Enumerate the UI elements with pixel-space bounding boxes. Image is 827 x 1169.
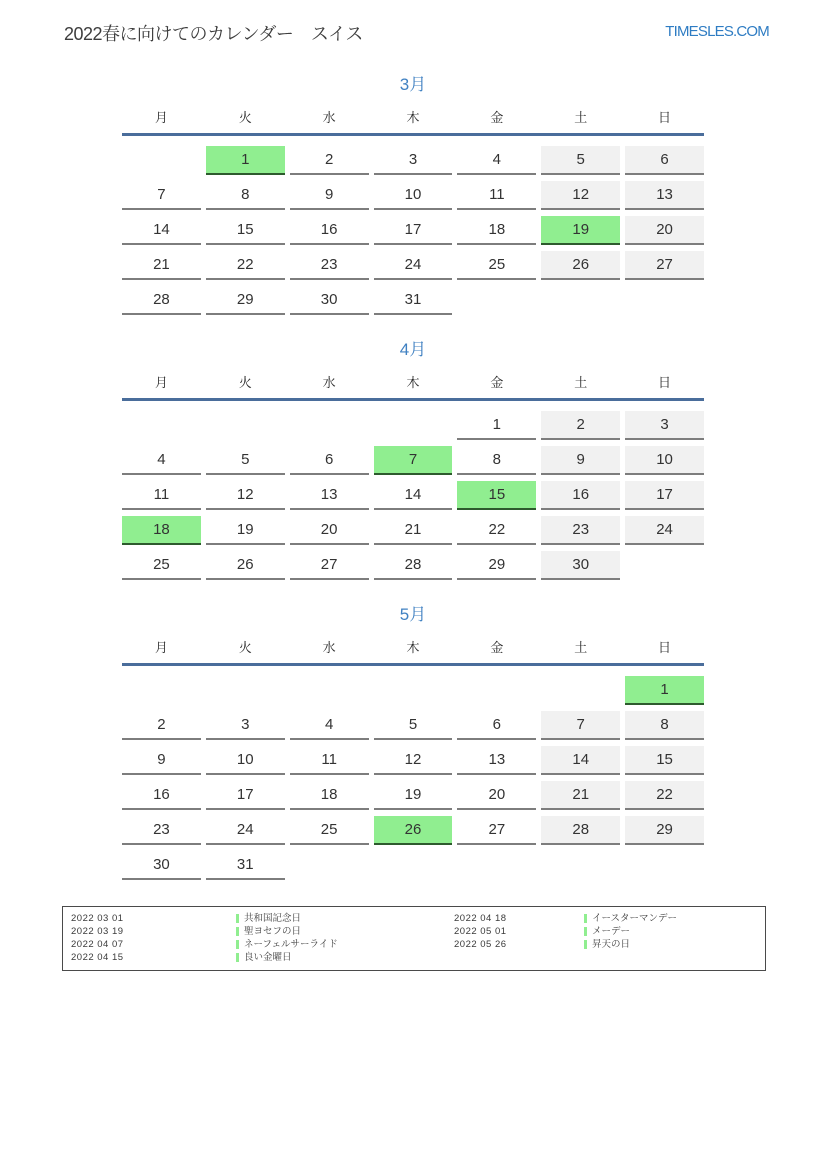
day-cell: 9 <box>290 181 369 210</box>
legend-date: 2022 05 26 <box>454 939 507 950</box>
legend-name-wrap <box>584 912 677 925</box>
day-cell: 30 <box>122 851 201 880</box>
day-cell: 25 <box>290 816 369 845</box>
day-cell: 19 <box>206 516 285 545</box>
legend-name-wrap <box>236 912 301 925</box>
day-cell: 6 <box>457 711 536 740</box>
day-cell: 25 <box>457 251 536 280</box>
weekday-label: 金 <box>490 375 504 390</box>
day-cell-holiday: 7 <box>374 446 453 475</box>
weekday-label: 土 <box>574 375 588 390</box>
holiday-marker-icon <box>584 927 587 936</box>
day-cell: 26 <box>541 251 620 280</box>
day-cell: 16 <box>122 781 201 810</box>
day-cell: 16 <box>290 216 369 245</box>
day-cell: 19 <box>374 781 453 810</box>
day-cell: 27 <box>290 551 369 580</box>
day-cell: 22 <box>457 516 536 545</box>
weekday-label: 水 <box>322 110 336 125</box>
day-cell: 31 <box>206 851 285 880</box>
legend-column-left <box>71 912 454 964</box>
legend-name-wrap <box>584 925 630 938</box>
weekday-label: 火 <box>238 375 252 390</box>
day-cell: 29 <box>206 286 285 315</box>
holiday-marker-icon <box>236 940 239 949</box>
day-cell-empty <box>122 411 201 438</box>
day-cell: 20 <box>290 516 369 545</box>
day-cell: 16 <box>541 481 620 510</box>
day-cell-empty <box>457 851 536 878</box>
holiday-marker-icon <box>236 914 239 923</box>
month-title: 5月 <box>399 605 427 624</box>
day-cell-empty <box>541 676 620 703</box>
legend-date: 2022 03 19 <box>71 926 124 937</box>
day-cell-empty <box>122 676 201 703</box>
legend-holiday-name: 共和国記念日 <box>244 913 302 924</box>
holiday-marker-icon <box>584 940 587 949</box>
day-cell: 28 <box>122 286 201 315</box>
day-cell: 17 <box>374 216 453 245</box>
day-cell: 24 <box>374 251 453 280</box>
day-cell: 12 <box>541 181 620 210</box>
legend-row <box>71 912 454 925</box>
month-section <box>122 335 704 580</box>
day-cell: 27 <box>457 816 536 845</box>
day-cell: 8 <box>457 446 536 475</box>
day-cell: 17 <box>206 781 285 810</box>
day-cell: 22 <box>625 781 704 810</box>
day-cell: 9 <box>541 446 620 475</box>
day-cell-empty <box>541 286 620 313</box>
day-cell: 11 <box>290 746 369 775</box>
day-cell: 24 <box>206 816 285 845</box>
day-cell-empty <box>206 411 285 438</box>
day-cell-holiday: 1 <box>625 676 704 705</box>
legend-holiday-name: メーデー <box>592 926 631 937</box>
weekday-label: 日 <box>658 375 672 390</box>
day-cell: 12 <box>374 746 453 775</box>
day-cell: 4 <box>290 711 369 740</box>
day-cell: 3 <box>206 711 285 740</box>
day-cell: 10 <box>206 746 285 775</box>
day-cell: 14 <box>374 481 453 510</box>
day-cell: 13 <box>457 746 536 775</box>
legend-date: 2022 05 01 <box>454 926 507 937</box>
month-title: 3月 <box>399 75 427 94</box>
weekday-label: 木 <box>406 375 420 390</box>
day-cell: 5 <box>541 146 620 175</box>
day-cell: 26 <box>206 551 285 580</box>
legend-row <box>71 951 454 964</box>
day-cell-empty <box>374 411 453 438</box>
day-cell: 1 <box>457 411 536 440</box>
day-cell: 9 <box>122 746 201 775</box>
legend-row <box>454 938 757 951</box>
weekday-label: 火 <box>238 640 252 655</box>
holiday-legend <box>62 906 766 971</box>
day-cell: 28 <box>541 816 620 845</box>
weekday-label: 金 <box>490 110 504 125</box>
day-cell: 23 <box>290 251 369 280</box>
day-cell: 15 <box>625 746 704 775</box>
day-cell: 2 <box>290 146 369 175</box>
day-cell-empty <box>290 676 369 703</box>
day-cell-empty <box>374 851 453 878</box>
day-cell: 3 <box>625 411 704 440</box>
day-cell-holiday: 26 <box>374 816 453 845</box>
weekday-label: 木 <box>406 640 420 655</box>
day-cell: 29 <box>457 551 536 580</box>
day-cell-empty <box>206 676 285 703</box>
day-cell: 2 <box>541 411 620 440</box>
weekday-label: 水 <box>322 375 336 390</box>
holiday-marker-icon <box>236 927 239 936</box>
day-cell: 6 <box>290 446 369 475</box>
legend-date: 2022 03 01 <box>71 913 124 924</box>
day-cell: 31 <box>374 286 453 315</box>
legend-date: 2022 04 18 <box>454 913 507 924</box>
day-cell: 3 <box>374 146 453 175</box>
day-cell: 12 <box>206 481 285 510</box>
day-cell: 21 <box>122 251 201 280</box>
legend-date: 2022 04 15 <box>71 952 124 963</box>
day-cell-empty <box>290 851 369 878</box>
day-cell-empty <box>290 411 369 438</box>
day-cell: 18 <box>290 781 369 810</box>
legend-row <box>454 925 757 938</box>
legend-holiday-name: ネーフェルサーライド <box>244 939 338 950</box>
day-cell: 21 <box>541 781 620 810</box>
weekday-label: 月 <box>154 640 168 655</box>
site-logo-link[interactable]: TIMESLES.COM <box>665 23 769 40</box>
day-cell-holiday: 18 <box>122 516 201 545</box>
day-cell: 15 <box>206 216 285 245</box>
day-cell-empty <box>625 551 704 578</box>
day-cell: 20 <box>457 781 536 810</box>
day-cell: 25 <box>122 551 201 580</box>
month-section <box>122 70 704 315</box>
day-cell: 7 <box>122 181 201 210</box>
day-cell-holiday: 15 <box>457 481 536 510</box>
day-cell: 11 <box>457 181 536 210</box>
month-section <box>122 600 704 880</box>
day-cell: 14 <box>541 746 620 775</box>
legend-holiday-name: 聖ヨセフの日 <box>244 926 302 937</box>
day-cell-empty <box>541 851 620 878</box>
legend-holiday-name: 昇天の日 <box>592 939 631 950</box>
day-cell: 5 <box>206 446 285 475</box>
day-cell: 18 <box>457 216 536 245</box>
weekday-label: 日 <box>658 640 672 655</box>
day-cell: 23 <box>541 516 620 545</box>
weekday-label: 日 <box>658 110 672 125</box>
holiday-marker-icon <box>584 914 587 923</box>
weekday-header-row <box>122 107 704 136</box>
legend-row <box>71 925 454 938</box>
day-cell: 28 <box>374 551 453 580</box>
month-grid <box>122 676 704 880</box>
day-cell: 10 <box>625 446 704 475</box>
month-grid <box>122 411 704 580</box>
day-cell-empty <box>122 146 201 173</box>
legend-name-wrap <box>584 938 630 951</box>
day-cell: 6 <box>625 146 704 175</box>
day-cell: 10 <box>374 181 453 210</box>
day-cell: 4 <box>122 446 201 475</box>
weekday-header-row <box>122 372 704 401</box>
day-cell-empty <box>625 286 704 313</box>
day-cell: 2 <box>122 711 201 740</box>
legend-column-right <box>454 912 757 964</box>
weekday-label: 土 <box>574 110 588 125</box>
holiday-marker-icon <box>236 953 239 962</box>
day-cell: 21 <box>374 516 453 545</box>
day-cell: 30 <box>290 286 369 315</box>
day-cell: 22 <box>206 251 285 280</box>
day-cell: 24 <box>625 516 704 545</box>
day-cell-empty <box>457 676 536 703</box>
day-cell-empty <box>457 286 536 313</box>
weekday-label: 月 <box>154 110 168 125</box>
day-cell: 11 <box>122 481 201 510</box>
day-cell: 7 <box>541 711 620 740</box>
day-cell: 23 <box>122 816 201 845</box>
day-cell-holiday: 19 <box>541 216 620 245</box>
day-cell: 13 <box>625 181 704 210</box>
legend-name-wrap <box>236 951 292 964</box>
legend-holiday-name: イースターマンデー <box>592 913 678 924</box>
page-title: 2022春に向けてのカレンダー スイス <box>64 24 363 44</box>
day-cell: 27 <box>625 251 704 280</box>
legend-date: 2022 04 07 <box>71 939 124 950</box>
day-cell: 17 <box>625 481 704 510</box>
legend-row <box>71 938 454 951</box>
weekday-label: 金 <box>490 640 504 655</box>
weekday-label: 水 <box>322 640 336 655</box>
day-cell: 30 <box>541 551 620 580</box>
day-cell: 13 <box>290 481 369 510</box>
weekday-label: 火 <box>238 110 252 125</box>
day-cell: 4 <box>457 146 536 175</box>
legend-name-wrap <box>236 925 301 938</box>
day-cell-empty <box>374 676 453 703</box>
day-cell-empty <box>625 851 704 878</box>
day-cell: 20 <box>625 216 704 245</box>
month-grid <box>122 146 704 315</box>
legend-name-wrap <box>236 938 338 951</box>
legend-row <box>454 912 757 925</box>
weekday-header-row <box>122 637 704 666</box>
day-cell: 5 <box>374 711 453 740</box>
legend-holiday-name: 良い金曜日 <box>244 952 292 963</box>
weekday-label: 木 <box>406 110 420 125</box>
month-title: 4月 <box>399 340 427 359</box>
weekday-label: 月 <box>154 375 168 390</box>
day-cell: 29 <box>625 816 704 845</box>
day-cell: 8 <box>625 711 704 740</box>
weekday-label: 土 <box>574 640 588 655</box>
day-cell-holiday: 1 <box>206 146 285 175</box>
day-cell: 14 <box>122 216 201 245</box>
calendar-container <box>122 62 704 900</box>
day-cell: 8 <box>206 181 285 210</box>
